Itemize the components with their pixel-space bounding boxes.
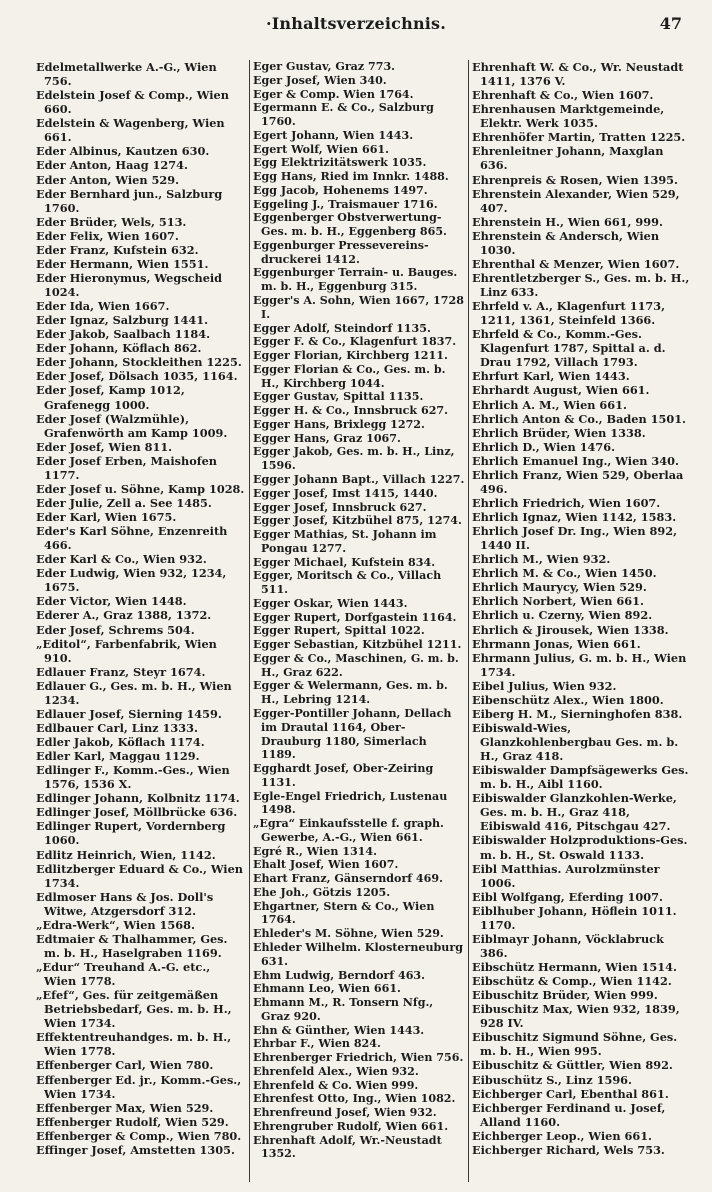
index-entry: Ehmann Leo, Wien 661. [253, 982, 401, 996]
index-entry: Egré R., Wien 1314. [253, 844, 377, 858]
index-entry: Eibl Wolfgang, Eferding 1007. [472, 889, 663, 904]
index-entry: Ehalt Josef, Wien 1607. [253, 858, 399, 872]
index-entry: Ehrlich D., Wien 1476. [472, 439, 616, 454]
index-entry: Eder Albinus, Kautzen 630. [36, 144, 210, 159]
index-entry: Effektentreuhandges. m. b. H., Wien 1778. [36, 1030, 232, 1059]
index-entry: Egert Wolf, Wien 661. [253, 142, 390, 156]
index-entry: Ehrengruber Rudolf, Wien 661. [253, 1119, 449, 1133]
index-entry: Ehart Franz, Gänserndorf 469. [253, 872, 443, 886]
index-entry: Ehrfeld v. A., Klagenfurt 1173, 1211, 1361, Steinfeld 1366. [472, 299, 666, 328]
index-entry: Egger Gustav, Spittal 1135. [253, 390, 424, 404]
index-entry: Ehrlich Maurycy, Wien 529. [472, 580, 647, 595]
index-entry: „Efef“, Ges. für zeitgemäßen Betriebsbedarf, Ges. m. b. H., Wien 1734. [36, 988, 232, 1031]
index-entry: Eichberger Carl, Ebenthal 861. [472, 1086, 669, 1101]
index-entry: Eder Victor, Wien 1448. [36, 594, 187, 609]
index-entry: Eder Julie, Zell a. See 1485. [36, 495, 212, 510]
index-entry: Egg Hans, Ried im Innkr. 1488. [253, 170, 449, 184]
index-entry: Eibiswald-Wies, Glanzkohlenbergbau Ges. m. b. H., Graz 418. [472, 720, 679, 764]
index-entry: Edlitzberger Eduard & Co., Wien 1734. [36, 861, 244, 890]
index-entry: Ehrenfeld Alex., Wien 932. [253, 1064, 419, 1078]
index-entry: Ehleder Wilhelm. Klosterneuburg 631. [253, 941, 463, 968]
index-entry: Eger & Comp. Wien 1764. [253, 87, 414, 101]
index-column-1 [36, 60, 248, 1182]
index-entry: Egle-Engel Friedrich, Lustenau 1498. [253, 789, 448, 817]
index-entry: Ehrenstein & Andersch, Wien 1030. [472, 228, 660, 257]
index-entry: Ehrlich Josef Dr. Ing., Wien 892, 1440 II. [472, 524, 678, 553]
index-entry: Egger Florian, Kirchberg 1211. [253, 349, 448, 363]
index-entry: Edlauer Josef, Sierning 1459. [36, 706, 222, 721]
index-entry: Eder Anton, Wien 529. [36, 172, 180, 187]
index-entry: Eggenberger Obstverwertung-Ges. m. b. H., Eggenberg 865. [253, 211, 447, 239]
index-entry: Egger Josef, Kitzbühel 875, 1274. [253, 514, 462, 528]
index-entry: Eder Hieronymus, Wegscheid 1024. [36, 270, 223, 299]
index-entry: Eibuschitz & Güttler, Wien 892. [472, 1058, 673, 1073]
index-entry: Ehrlich & Jirousek, Wien 1338. [472, 622, 669, 637]
index-entry: Ehm Ludwig, Berndorf 463. [253, 968, 425, 982]
index-entry: Eder Franz, Kufstein 632. [36, 242, 199, 257]
index-entry: Egger H. & Co., Innsbruck 627. [253, 404, 448, 418]
index-entry: „Edur“ Treuhand A.-G. etc., Wien 1778. [36, 960, 211, 989]
index-entry: Edlbauer Carl, Linz 1333. [36, 720, 198, 735]
index-entry: Ehrenberger Friedrich, Wien 756. [253, 1051, 464, 1065]
index-entry: Ehrenhöfer Martin, Tratten 1225. [472, 130, 686, 145]
index-entry: Egger & Welermann, Ges. m. b. H., Lebring 1214. [253, 679, 448, 707]
index-entry: Egg Jacob, Hohenems 1497. [253, 183, 428, 197]
index-entry: Eibuschitz Brüder, Wien 999. [472, 988, 658, 1003]
index-entry: Eibel Julius, Wien 932. [472, 678, 617, 693]
index-entry: Ehrlich Norbert, Wien 661. [472, 594, 644, 609]
index-entry: Eder Felix, Wien 1607. [36, 228, 179, 243]
index-entry: Ehrenhausen Marktgemeinde, Elektr. Werk 1035. [472, 102, 665, 131]
index-entry: Egger Mathias, St. Johann im Pongau 1277. [253, 528, 437, 555]
index-entry: Ehrlich M. & Co., Wien 1450. [472, 566, 657, 581]
index-entry: Eger Gustav, Graz 773. [253, 60, 396, 73]
column-divider [468, 60, 469, 1182]
index-entry: Eiblmayr Johann, Vöcklabruck 386. [472, 931, 664, 960]
index-entry: Edlauer Franz, Steyr 1674. [36, 664, 206, 679]
index-entry: Ehrenstein H., Wien 661, 999. [472, 214, 663, 229]
index-entry: Ehrlich Ignaz, Wien 1142, 1583. [472, 510, 677, 524]
index-entry: Eibiswalder Glanzkohlen-Werke, Ges. m. b. H., Graz 418, Eibiswald 416, Pitschgau 427. [472, 791, 677, 834]
index-entry: Edler Jakob, Köflach 1174. [36, 735, 205, 749]
index-entry: Eibiswalder Holzproduktions-Ges. m. b. H., St. Oswald 1133. [472, 833, 688, 862]
index-entry: Eder Josef Erben, Maishofen 1177. [36, 453, 218, 482]
index-entry: Ehrfeld & Co., Komm.-Ges. Klagenfurt 1787, Spittal a. d. Drau 1792, Villach 1793. [472, 327, 666, 370]
index-entry: Egger Oskar, Wien 1443. [253, 596, 408, 610]
index-entry: Ehrlich Anton & Co., Baden 1501. [472, 411, 686, 426]
index-entry: „Editol“, Farbenfabrik, Wien 910. [36, 636, 217, 665]
index-entry: Egger F. & Co., Klagenfurt 1837. [253, 335, 457, 349]
page-number: 47 [659, 14, 682, 33]
index-entry: Edlinger Johann, Kolbnitz 1174. [36, 791, 240, 806]
index-entry: Egghardt Josef, Ober-Zeiring 1131. [253, 762, 434, 789]
index-entry: Eibiswalder Dampfsägewerks Ges. m. b. H., Aibl 1160. [472, 763, 689, 792]
index-entry: Ehrbar F., Wien 824. [253, 1037, 381, 1051]
index-entry: Ehgartner, Stern & Co., Wien 1764. [253, 899, 435, 927]
index-entry: Ehrenhaft W. & Co., Wr. Neustadt 1411, 1376 V. [472, 60, 684, 89]
index-entry: Eibuschitz Sigmund Söhne, Ges. m. b. H., Wien 995. [472, 1030, 678, 1059]
index-entry: Egger Josef, Innsbruck 627. [253, 500, 427, 514]
index-column-2 [253, 60, 467, 1182]
index-entry: Egg Elektrizitätswerk 1035. [253, 156, 427, 170]
index-entry: Effenberger & Comp., Wien 780. [36, 1128, 242, 1143]
index-entry: Edelstein & Wagenberg, Wien 661. [36, 116, 225, 145]
index-entry: Ehrlich Franz, Wien 529, Oberlaa 496. [472, 467, 684, 496]
index-entry: Egger Josef, Imst 1415, 1440. [253, 486, 438, 500]
index-entry: Egger Jakob, Ges. m. b. H., Linz, 1596. [253, 445, 455, 473]
index-entry: Eder Ludwig, Wien 932, 1234, 1675. [36, 566, 227, 595]
index-entry: Ehrlich A. M., Wien 661. [472, 397, 627, 412]
index-entry: Egger's A. Sohn, Wien 1667, 1728 I. [253, 294, 464, 321]
index-entry: Eiberg H. M., Sierninghofen 838. [472, 706, 683, 721]
index-entry: Edlinger Rupert, Vordernberg 1060. [36, 819, 226, 848]
index-entry: Eichberger Ferdinand u. Josef, Alland 1160. [472, 1100, 666, 1129]
index-entry: Eggenburger Pressevereins-druckerei 1412. [253, 238, 429, 266]
index-entry: Eder Anton, Haag 1274. [36, 158, 188, 173]
index-entry: Ehrenfest Otto, Ing., Wien 1082. [253, 1092, 456, 1106]
index-column-3 [472, 60, 696, 1182]
index-entry: Effenberger Max, Wien 529. [36, 1100, 214, 1115]
index-entry: Ehrenpreis & Rosen, Wien 1395. [472, 172, 678, 187]
index-entry: Ehn & Günther, Wien 1443. [253, 1023, 425, 1037]
index-entry: Ehrhardt August, Wien 661. [472, 383, 650, 398]
index-entry: Eder Ignaz, Salzburg 1441. [36, 313, 209, 328]
index-entry: Ehrenhaft & Co., Wien 1607. [472, 88, 654, 103]
index-entry: Eder Hermann, Wien 1551. [36, 256, 209, 271]
index-entry: Edler Karl, Maggau 1129. [36, 749, 200, 764]
index-entry: Eder Johann, Stockleithen 1225. [36, 355, 242, 370]
index-entry: Ehrlich u. Czerny, Wien 892. [472, 608, 653, 623]
index-entry: Egger Florian & Co., Ges. m. b. H., Kirchberg 1044. [253, 362, 446, 390]
index-entry: Edlinger Josef, Möllbrücke 636. [36, 805, 238, 820]
index-entry: Egger Rupert, Dorfgastein 1164. [253, 610, 457, 624]
index-entry: Eder Johann, Köflach 862. [36, 341, 202, 356]
index-entry: Egger Adolf, Steindorf 1135. [253, 321, 431, 335]
index-entry: Ehmann M., R. Tonsern Nfg., Graz 920. [253, 996, 434, 1023]
index-entry: Ehrlich Brüder, Wien 1338. [472, 425, 646, 440]
index-entry: Ehrenstein Alexander, Wien 529, 407. [472, 186, 680, 215]
index-entry: Eibuschütz S., Linz 1596. [472, 1072, 632, 1087]
index-entry: Edelstein Josef & Comp., Wien 660. [36, 88, 229, 117]
index-entry: Eder Bernhard jun., Salzburg 1760. [36, 186, 223, 215]
index-entry: Eger Josef, Wien 340. [253, 73, 387, 87]
index-columns [36, 60, 696, 1182]
index-entry: „Egra“ Einkaufsstelle f. graph. Gewerbe, A.-G., Wien 661. [253, 817, 444, 844]
index-entry: Egger Sebastian, Kitzbühel 1211. [253, 638, 462, 652]
index-entry: Eibl Matthias. Aurolzmünster 1006. [472, 861, 660, 890]
index-entry: Ehrfurt Karl, Wien 1443. [472, 369, 630, 384]
index-entry: Ehleder's M. Söhne, Wien 529. [253, 927, 444, 941]
index-entry: Effenberger Rudolf, Wien 529. [36, 1114, 229, 1129]
index-entry: Edlinger F., Komm.-Ges., Wien 1576, 1536 X. [36, 763, 230, 792]
index-entry: Edlauer G., Ges. m. b. H., Wien 1234. [36, 678, 232, 707]
index-entry: Edlmoser Hans & Jos. Doll's Witwe, Atzgersdorf 312. [36, 889, 214, 918]
index-entry: Ehrenleitner Johann, Maxglan 636. [472, 144, 664, 173]
index-entry: Ehrmann Jonas, Wien 661. [472, 636, 641, 651]
index-entry: Edtmaier & Thalhammer, Ges. m. b. H., Haselgraben 1169. [36, 931, 228, 960]
index-entry: Ehrlich Friedrich, Wien 1607. [472, 495, 661, 510]
index-entry: Ehrenhaft Adolf, Wr.-Neustadt 1352. [253, 1133, 442, 1161]
index-entry: Eder Karl, Wien 1675. [36, 510, 177, 524]
index-entry: Eder's Karl Söhne, Enzenreith 466. [36, 524, 228, 553]
index-entry: Ehrlich M., Wien 932. [472, 552, 611, 567]
index-entry: Edelmetallwerke A.-G., Wien 756. [36, 60, 217, 89]
index-entry: Eibschütz Hermann, Wien 1514. [472, 960, 677, 974]
index-entry: Eder Josef, Dölsach 1035, 1164. [36, 369, 238, 384]
index-entry: Effenberger Ed. jr., Komm.-Ges., Wien 1734. [36, 1072, 242, 1101]
index-entry: Ehrlich Emanuel Ing., Wien 340. [472, 453, 679, 468]
index-entry: Edlitz Heinrich, Wien, 1142. [36, 847, 216, 862]
index-entry: Eder Josef (Walzmühle), Grafenwörth am Kamp 1009. [36, 411, 228, 440]
index-entry: Ehrmann Julius, G. m. b. H., Wien 1734. [472, 650, 687, 679]
index-entry: Eder Josef, Wien 811. [36, 439, 173, 454]
index-entry: Egger Hans, Brixlegg 1272. [253, 417, 425, 431]
index-entry: Ehrenfreund Josef, Wien 932. [253, 1106, 437, 1120]
index-entry: Egert Johann, Wien 1443. [253, 128, 414, 142]
index-entry: Effinger Josef, Amstetten 1305. [36, 1142, 235, 1157]
index-entry: Eggeling J., Traismauer 1716. [253, 197, 438, 211]
index-entry: Egger Michael, Kufstein 834. [253, 555, 436, 569]
index-entry: Eder Josef, Schrems 504. [36, 622, 195, 637]
index-entry: Ehrenfeld & Co. Wien 999. [253, 1078, 419, 1092]
index-entry: Eder Brüder, Wels, 513. [36, 214, 187, 229]
index-entry: Egger, Moritsch & Co., Villach 511. [253, 569, 442, 597]
index-entry: Eder Jakob, Saalbach 1184. [36, 327, 211, 342]
index-entry: Eder Josef, Kamp 1012, Grafenegg 1000. [36, 383, 185, 412]
index-entry: Ehrentletzberger S., Ges. m. b. H., Linz 633. [472, 270, 690, 299]
column-divider [249, 60, 250, 1182]
index-entry: Eggenburger Terrain- u. Bauges. m. b. H., Eggenburg 315. [253, 266, 458, 294]
index-entry: „Edra-Werk“, Wien 1568. [36, 917, 195, 932]
index-entry: Eichberger Leop., Wien 661. [472, 1128, 652, 1143]
index-entry: Egger Johann Bapt., Villach 1227. [253, 472, 465, 486]
index-entry: Eibenschütz Alex., Wien 1800. [472, 692, 664, 707]
index-entry: Eichberger Richard, Wels 753. [472, 1142, 665, 1157]
index-entry: Ehe Joh., Götzis 1205. [253, 885, 391, 899]
index-entry: Eiblhuber Johann, Höflein 1011. 1170. [472, 903, 677, 932]
index-entry: Eder Josef u. Söhne, Kamp 1028. [36, 481, 245, 496]
index-entry: Egger & Co., Maschinen, G. m. b. H., Graz 622. [253, 651, 459, 679]
index-entry: Egermann E. & Co., Salzburg 1760. [253, 101, 434, 129]
index-entry: Egger Hans, Graz 1067. [253, 431, 401, 445]
index-entry: Egger-Pontiller Johann, Dellach im Drautal 1164, Ober-Drauburg 1180, Simerlach 1189. [253, 706, 452, 762]
page-title: ·Inhaltsverzeichnis. [265, 14, 447, 33]
index-entry: Effenberger Carl, Wien 780. [36, 1058, 214, 1073]
index-entry: Ederer A., Graz 1388, 1372. [36, 608, 212, 623]
index-entry: Egger Rupert, Spittal 1022. [253, 624, 425, 638]
index-entry: Eder Ida, Wien 1667. [36, 299, 170, 314]
index-entry: Eibschütz & Comp., Wien 1142. [472, 974, 672, 989]
page-header [30, 14, 682, 40]
index-entry: Ehrenthal & Menzer, Wien 1607. [472, 256, 680, 271]
index-entry: Eibuschitz Max, Wien 932, 1839, 928 IV. [472, 1002, 680, 1031]
index-entry: Eder Karl & Co., Wien 932. [36, 552, 207, 567]
